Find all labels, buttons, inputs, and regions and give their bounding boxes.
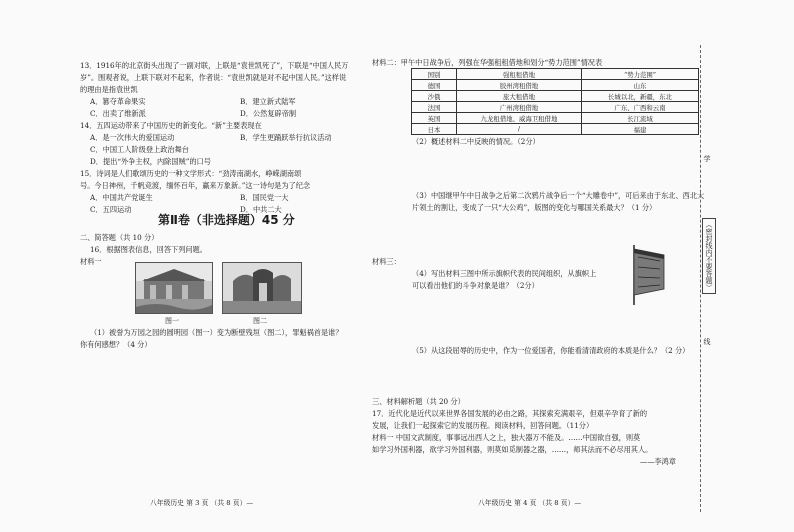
boxer-flag-image [630, 245, 666, 305]
right-footer: 八年级历史 第 4 页 （共 8 页）— [478, 499, 582, 507]
q15-option-c: C．五四运动 [90, 205, 132, 214]
table-cell: 九龙租借地、威海卫租借地 [457, 113, 582, 124]
q13-stem-line2: 岁”。围观者说，上联下联对不起来，作者说：“袁世凯就是对不起中国人民。”这样说 [80, 73, 347, 82]
q15-stem-line2: 号。今日神州，千帆竞渡，缅怀百年，赢来万象新。”这一诗句是为了纪念 [80, 181, 311, 190]
q16-sub3-line1: （3）中国继甲午中日战争之后第二次鸦片战争后一个“大雕卷中”，可后来由于东北、西北大 [412, 191, 705, 200]
binding-label-2: （密封线内不要答题） [702, 218, 716, 294]
q16-sub2: （2）概述材料二中反映的情况。（2分） [412, 137, 540, 146]
table-cell: 福建 [582, 124, 699, 135]
q14-option-a: A．是一次伟大的爱国运动 [90, 133, 175, 142]
q17-stem-line2: 发展，让我们一起探索它的发展历程。阅读材料，回答问题。（11分） [372, 421, 594, 430]
q14-option-b: B．学生更踊跃举行抗议活动 [240, 133, 332, 142]
table-header-row [412, 69, 699, 80]
table-header-cell: 强租租借地 [457, 69, 582, 80]
q13-option-a: A．篡夺革命果实 [90, 97, 146, 106]
table-header-cell: 国别 [412, 69, 457, 80]
figure-1-image [135, 262, 213, 314]
table-cell: 法国 [412, 102, 457, 113]
short-answer-title: 二、简答题（共 10 分） [80, 233, 159, 242]
table-cell: 长江流域 [582, 113, 699, 124]
q17-stem-line1: 17．近代化是近代以来世界各国发展的必由之路，其探索充满艰辛，但艰辛孕育了新的 [372, 409, 648, 418]
q13-stem-line3: 的理由是指袁世凯 [80, 85, 138, 94]
table-row [412, 113, 699, 124]
q13-option-d: D．公然复辟帝制 [240, 109, 297, 118]
table-row [412, 91, 699, 102]
q15-option-d: D．中共二大 [240, 205, 282, 214]
section3-title: 三、材料解析题（共 20 分） [372, 397, 465, 406]
q15-option-b: B．国民党一大 [240, 193, 289, 202]
table-cell: 沙俄 [412, 91, 457, 102]
table-header-cell: “势力范围” [582, 69, 699, 80]
binding-line [700, 45, 701, 512]
q17-material1-line1: 材料一 中国文武制度，事事远出西人之上，独大器万不能及。……中国欲自强，则莫 [372, 433, 641, 442]
table-cell: 山东 [582, 80, 699, 91]
material2-intro: 材料二：甲午中日战争后，列强在华强租租借地和划分“势力范围”情况表 [372, 58, 603, 67]
q15-stem-line1: 15．诗词是人们歌颂历史的一种文学形式：“劲涛南湖水，峥嵘湖南颂 [80, 169, 302, 178]
table-cell: 长城以北，新疆，东北 [582, 91, 699, 102]
section2-title: 第Ⅱ卷（非选择题）45 分 [158, 213, 295, 227]
table-cell: 德国 [412, 80, 457, 91]
table-row [412, 124, 699, 135]
table-cell: 旅大租借地 [457, 91, 582, 102]
q15-option-a: A．中国共产党诞生 [90, 193, 153, 202]
q13-stem-line1: 13．1916年的北京街头出现了一副对联，上联是“袁世凯死了”，下联是“中国人民万 [80, 61, 349, 70]
material3-label: 材料三： [372, 257, 401, 266]
table-cell: 胶州湾租借地 [457, 80, 582, 91]
q16-material1-label: 材料一 [80, 257, 102, 266]
table-cell: 英国 [412, 113, 457, 124]
q14-stem: 14．五四运动带来了中国历史的新变化。“新”主要表现在 [80, 121, 262, 130]
q16-sub1-line2: 你有何感想？（4 分） [80, 340, 152, 349]
q14-option-c: C．中国工人阶级登上政治舞台 [90, 145, 189, 154]
binding-label-1: 学 [703, 155, 711, 162]
q13-option-c: C．出卖了维新派 [90, 109, 146, 118]
table-cell: / [457, 124, 582, 135]
figure-2-caption: 图二 [253, 317, 267, 325]
table-row [412, 102, 699, 113]
q14-option-d: D．提出“外争主权，内除国贼”的口号 [90, 157, 211, 166]
q16-sub4-line1: （4）写出材料三图中所示旗帜代表的民间组织，从旗帜上 [412, 269, 597, 278]
left-footer: 八年级历史 第 3 页 （共 8 页）— [150, 499, 254, 507]
q16-sub5: （5）从这段屈辱的历史中，作为一位爱国者，你能看清清政府的本质是什么？（2 分） [412, 346, 690, 355]
q16-stem: 16．根据图表信息，回答下列问题。 [90, 245, 207, 254]
q13-option-b: B．建立新式陆军 [240, 97, 296, 106]
table-cell: 广州湾租借地 [457, 102, 582, 113]
table-cell: 日本 [412, 124, 457, 135]
q16-sub4-line2: 可以看出他们的斗争对象是谁？（2分） [412, 281, 539, 290]
figure-1-caption: 图一 [165, 317, 179, 325]
figure-2-image [222, 262, 302, 314]
spheres-table [411, 68, 699, 135]
q16-sub3-line2: 片领土的割让，变成了一只“大公鸡”，版图的变化与哪国关系最大？（1 分） [412, 203, 657, 212]
table-row [412, 80, 699, 91]
q16-sub1-line1: （1）被誉为万园之园的圆明园（图一）变为断壁残垣（图二），罪魁祸首是谁？ [90, 328, 343, 337]
q17-material1-author: ——李鸿章 [640, 457, 676, 466]
table-cell: 广东、广西和云南 [582, 102, 699, 113]
binding-label-3: 线 [703, 338, 711, 345]
q17-material1-line2: 如学习外国利器，欲学习外国利器，则莫如觅制器之器，……，师其法而不必尽用其人。 [372, 445, 653, 454]
